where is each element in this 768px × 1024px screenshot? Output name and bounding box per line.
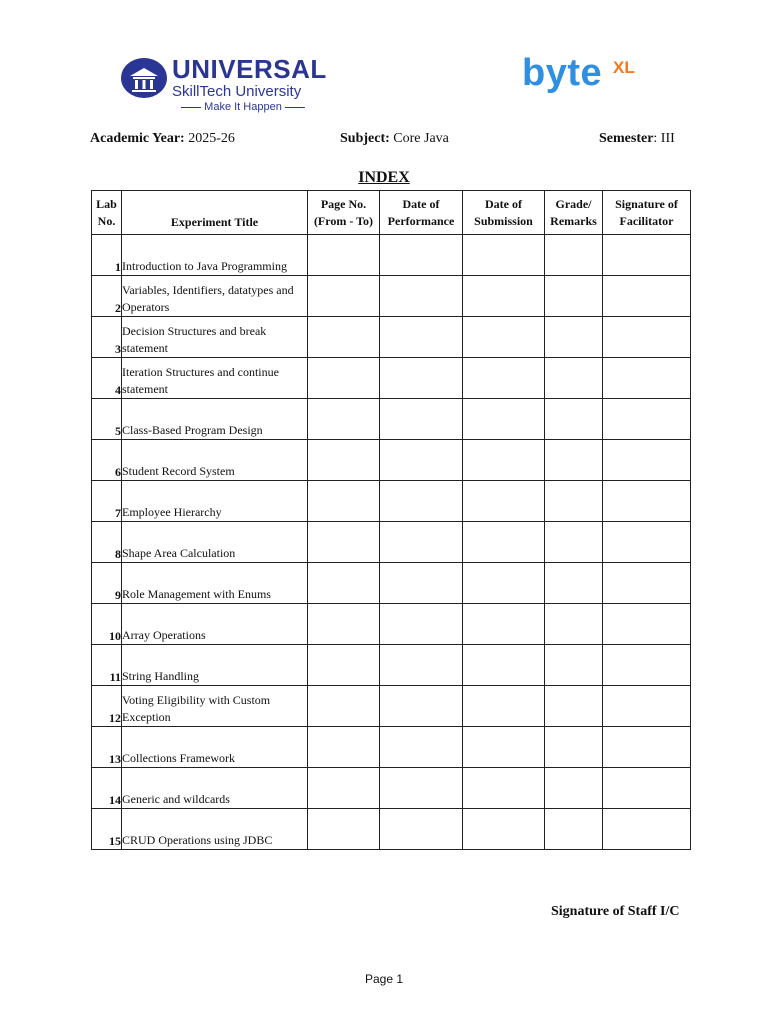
cell-grade-remarks	[545, 727, 603, 768]
table-row	[92, 727, 691, 768]
tagline-rule-right	[285, 107, 305, 108]
cell-date-submission	[463, 809, 545, 850]
cell-date-performance	[380, 399, 463, 440]
cell-signature-facilitator	[603, 686, 691, 727]
cell-date-submission	[463, 522, 545, 563]
subject-label: Subject:	[340, 131, 390, 146]
table-header-row	[92, 191, 691, 235]
experiment-title: Generic and wildcards	[122, 768, 308, 809]
experiment-title: Student Record System	[122, 440, 308, 481]
lab-number: 1	[92, 235, 122, 276]
cell-date-submission	[463, 276, 545, 317]
cell-date-submission	[463, 440, 545, 481]
experiment-title: Class-Based Program Design	[122, 399, 308, 440]
cell-date-submission	[463, 727, 545, 768]
experiment-title: Collections Framework	[122, 727, 308, 768]
cell-date-performance	[380, 727, 463, 768]
cell-date-performance	[380, 809, 463, 850]
lab-number: 14	[92, 768, 122, 809]
cell-signature-facilitator	[603, 768, 691, 809]
lab-number: 10	[92, 604, 122, 645]
cell-date-performance	[380, 440, 463, 481]
cell-date-performance	[380, 276, 463, 317]
university-tagline-row	[172, 101, 314, 113]
header-grade-remarks	[545, 191, 603, 235]
header-text: Date of	[402, 196, 440, 211]
cell-grade-remarks	[545, 645, 603, 686]
cell-page-no	[308, 399, 380, 440]
university-name: UNIVERSAL	[172, 54, 327, 84]
header-text: Submission	[474, 213, 533, 228]
lab-number: 15	[92, 809, 122, 850]
signature-staff-label: Signature of Staff I/C	[551, 904, 680, 919]
cell-signature-facilitator	[603, 563, 691, 604]
header-text: Date of	[485, 196, 522, 211]
cell-date-performance	[380, 317, 463, 358]
header-experiment-title	[122, 191, 308, 235]
experiment-title: Shape Area Calculation	[122, 522, 308, 563]
cell-date-performance	[380, 358, 463, 399]
subject-value: Core Java	[393, 131, 449, 146]
cell-date-performance	[380, 604, 463, 645]
cell-page-no	[308, 440, 380, 481]
lab-number: 6	[92, 440, 122, 481]
experiment-title: Iteration Structures and continue statement	[122, 358, 308, 399]
header-lab-no	[92, 191, 122, 235]
semester-label: Semester	[599, 131, 654, 146]
table-row	[92, 563, 691, 604]
header-signature-facilitator	[603, 191, 691, 235]
cell-signature-facilitator	[603, 522, 691, 563]
header-text: Lab	[96, 196, 117, 211]
cell-grade-remarks	[545, 522, 603, 563]
cell-date-performance	[380, 522, 463, 563]
table-row	[92, 358, 691, 399]
page-number: Page 1	[364, 972, 404, 986]
cell-date-submission	[463, 358, 545, 399]
cell-date-submission	[463, 481, 545, 522]
cell-page-no	[308, 235, 380, 276]
tagline-rule-left	[181, 107, 201, 108]
university-subtitle: SkillTech University	[172, 83, 302, 100]
index-title: INDEX	[358, 169, 410, 186]
lab-number: 12	[92, 686, 122, 727]
table-body	[92, 235, 691, 850]
table-row	[92, 686, 691, 727]
table-row	[92, 276, 691, 317]
cell-grade-remarks	[545, 235, 603, 276]
academic-year-label: Academic Year:	[90, 131, 185, 146]
cell-grade-remarks	[545, 686, 603, 727]
bytexl-superscript: XL	[613, 58, 635, 77]
cell-grade-remarks	[545, 604, 603, 645]
experiment-title: Decision Structures and break statement	[122, 317, 308, 358]
academic-year-value: 2025-26	[188, 131, 235, 146]
table-row	[92, 235, 691, 276]
lab-number: 11	[92, 645, 122, 686]
cell-grade-remarks	[545, 563, 603, 604]
bytexl-name: byte	[522, 52, 603, 94]
lab-number: 5	[92, 399, 122, 440]
cell-page-no	[308, 563, 380, 604]
cell-signature-facilitator	[603, 727, 691, 768]
header-text: No.	[97, 213, 116, 228]
index-table	[91, 190, 691, 850]
cell-date-performance	[380, 645, 463, 686]
cell-date-submission	[463, 563, 545, 604]
cell-grade-remarks	[545, 481, 603, 522]
header-text: Grade/	[555, 196, 592, 211]
header-text: Experiment Title	[170, 215, 259, 229]
bytexl-logo	[522, 52, 635, 95]
cell-signature-facilitator	[603, 440, 691, 481]
header-text: Performance	[387, 213, 455, 228]
cell-page-no	[308, 317, 380, 358]
cell-grade-remarks	[545, 440, 603, 481]
cell-page-no	[308, 645, 380, 686]
cell-date-performance	[380, 563, 463, 604]
lab-number: 13	[92, 727, 122, 768]
experiment-title: Employee Hierarchy	[122, 481, 308, 522]
experiment-title: Voting Eligibility with Custom Exception	[122, 686, 308, 727]
cell-date-performance	[380, 235, 463, 276]
cell-grade-remarks	[545, 768, 603, 809]
table-row	[92, 317, 691, 358]
table-row	[92, 522, 691, 563]
header-text: Page No.	[320, 196, 367, 211]
cell-signature-facilitator	[603, 645, 691, 686]
university-logo	[120, 54, 327, 118]
header-page-no	[308, 191, 380, 235]
lab-number: 9	[92, 563, 122, 604]
table-row	[92, 768, 691, 809]
cell-signature-facilitator	[603, 604, 691, 645]
cell-date-performance	[380, 481, 463, 522]
cell-page-no	[308, 809, 380, 850]
header-text: Facilitator	[619, 213, 674, 228]
cell-page-no	[308, 358, 380, 399]
lab-number: 7	[92, 481, 122, 522]
cell-grade-remarks	[545, 317, 603, 358]
cell-signature-facilitator	[603, 276, 691, 317]
cell-page-no	[308, 604, 380, 645]
cell-signature-facilitator	[603, 809, 691, 850]
cell-grade-remarks	[545, 276, 603, 317]
table-row	[92, 440, 691, 481]
table-row	[92, 399, 691, 440]
cell-page-no	[308, 481, 380, 522]
experiment-title: Introduction to Java Programming	[122, 235, 308, 276]
cell-signature-facilitator	[603, 235, 691, 276]
experiment-title: CRUD Operations using JDBC	[122, 809, 308, 850]
header-text: (From - To)	[313, 213, 374, 228]
university-tagline: Make It Happen	[204, 101, 282, 113]
cell-page-no	[308, 276, 380, 317]
cell-page-no	[308, 686, 380, 727]
cell-signature-facilitator	[603, 399, 691, 440]
university-crest-icon	[120, 56, 168, 100]
semester-value: : III	[653, 131, 675, 146]
cell-date-submission	[463, 235, 545, 276]
header-date-submission	[463, 191, 545, 235]
semester	[599, 131, 675, 147]
cell-signature-facilitator	[603, 481, 691, 522]
cell-date-performance	[380, 768, 463, 809]
cell-grade-remarks	[545, 358, 603, 399]
cell-grade-remarks	[545, 399, 603, 440]
cell-page-no	[308, 522, 380, 563]
cell-signature-facilitator	[603, 358, 691, 399]
cell-page-no	[308, 727, 380, 768]
cell-date-submission	[463, 768, 545, 809]
cell-signature-facilitator	[603, 317, 691, 358]
header-text: Remarks	[550, 213, 597, 228]
lab-number: 2	[92, 276, 122, 317]
academic-year	[90, 131, 235, 147]
header-text: Signature of	[615, 196, 678, 211]
cell-date-submission	[463, 645, 545, 686]
experiment-title: Variables, Identifiers, datatypes and Operators	[122, 276, 308, 317]
experiment-title: Array Operations	[122, 604, 308, 645]
subject	[340, 131, 449, 147]
table-row	[92, 645, 691, 686]
lab-number: 3	[92, 317, 122, 358]
lab-number: 8	[92, 522, 122, 563]
cell-date-submission	[463, 399, 545, 440]
cell-date-submission	[463, 686, 545, 727]
cell-date-performance	[380, 686, 463, 727]
cell-page-no	[308, 768, 380, 809]
cell-date-submission	[463, 317, 545, 358]
cell-date-submission	[463, 604, 545, 645]
header-date-performance	[380, 191, 463, 235]
experiment-title: Role Management with Enums	[122, 563, 308, 604]
table-row	[92, 481, 691, 522]
experiment-title: String Handling	[122, 645, 308, 686]
table-row	[92, 809, 691, 850]
lab-number: 4	[92, 358, 122, 399]
table-row	[92, 604, 691, 645]
cell-grade-remarks	[545, 809, 603, 850]
